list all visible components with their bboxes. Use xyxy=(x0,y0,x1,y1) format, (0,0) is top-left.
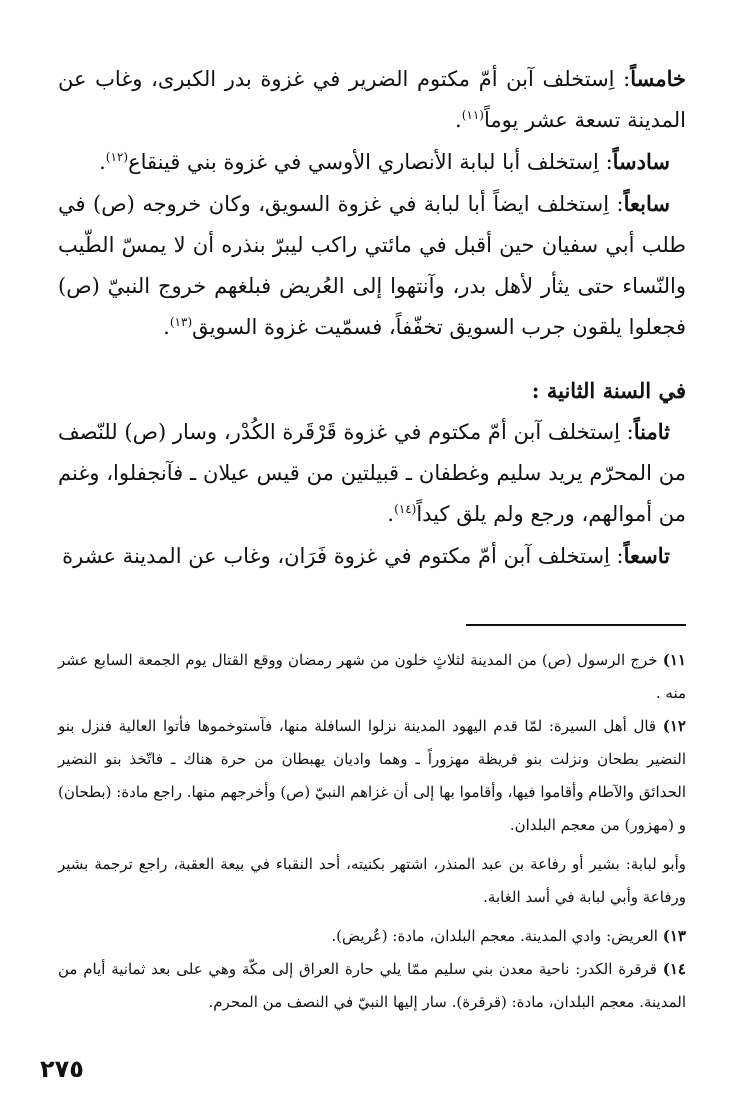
paragraph-fifth xyxy=(58,58,686,141)
section-heading: في السنة الثانية : xyxy=(531,378,686,403)
paragraph-body: : اِستخلف أبا لبابة الأنصاري الأوسي في غزوة بني قينقاع xyxy=(128,150,613,174)
footnote-text: وأبو لبابة: بشير أو رفاعة بن عبد المنذر، اشتهر بكنيته، أحد النقباء في بيعة العقبة، راجع ترجمة بشير ورفاعة وأبي لبابة في أسد الغابة. xyxy=(58,855,686,906)
footnote-text: العريض: وادي المدينة. معجم البلدان، مادة: (عُريض). xyxy=(331,927,658,945)
footnote-number: ١٣) xyxy=(662,927,686,945)
footnote-12 xyxy=(58,710,686,842)
footnote-text: قال أهل السيرة: لمّا قدم اليهود المدينة نزلوا السافلة منها، فآستوخموها فأتوا العالية فنزل بنو النضير بطحان ونزلت بنو قريظة مهزوراً ـ وهما واديان يهبطان من حرة هناك ـ فاتّخذ بنو النضير الحدائق والآطام وأقاموا فيها، وأقاموا بها إلى أن غزاهم النبيّ (ص) وأخرجهم منها. راجع مادة: (بطحان) و (مهزور) من معجم البلدان. xyxy=(58,717,686,834)
paragraph-sixth xyxy=(58,141,686,183)
footnote-ref[interactable]: (١١) xyxy=(461,108,484,122)
footnote-12-continued xyxy=(58,848,686,914)
paragraph-lead: تاسعاً xyxy=(623,543,670,568)
footnote-number: ١٤) xyxy=(662,960,686,978)
paragraph-seventh xyxy=(58,183,686,348)
footnote-divider xyxy=(466,624,686,626)
footnote-number: ١١) xyxy=(662,651,686,669)
paragraph-tail: . xyxy=(99,150,106,174)
paragraph-body: : اِستخلف آبن أمّ مكتوم في غزوة قَرْقَرة الكُدْر، وسار (ص) للنّصف من المحرّم يريد سليم وغطفان ـ قبيلتين من قيس عيلان ـ فآنجفلوا، وغنم من أموالهم، ورجع ولم يلق كيداً xyxy=(58,420,686,526)
paragraph-tail: . xyxy=(387,502,395,526)
page-body xyxy=(58,58,686,577)
paragraph-body: : اِستخلف آبن أمّ مكتوم في غزوة فَرَان، وغاب عن المدينة عشرة xyxy=(62,544,624,568)
footnote-ref[interactable]: (١٢) xyxy=(105,150,129,164)
footnote-13 xyxy=(58,920,686,953)
footnote-text: خرج الرسول (ص) من المدينة لثلاثٍ خلون من شهر رمضان ووقع القتال يوم الجمعة السابع عشر منه . xyxy=(58,651,686,702)
footnote-number: ١٢) xyxy=(662,717,686,735)
paragraph-tail: . xyxy=(455,108,462,132)
footnote-14 xyxy=(58,953,686,1019)
paragraph-lead: ثامناً xyxy=(633,419,670,444)
footnote-text: قرقرة الكدر: ناحية معدن بني سليم ممّا يلي حارة العراق إلى مكّة وهي على بعد ثمانية أيام من المدينة. معجم البلدان، مادة: (قرقرة). سار إليها النبيّ في النصف من المحرم. xyxy=(58,960,686,1011)
main-text xyxy=(58,58,686,577)
paragraph-ninth xyxy=(58,535,686,577)
paragraph-lead: سادساً xyxy=(612,149,670,174)
paragraph-lead: سابعاً xyxy=(623,191,670,216)
paragraph-eighth xyxy=(58,411,686,535)
footnotes xyxy=(58,644,686,1019)
paragraph-body: : اِستخلف آبن أمّ مكتوم الضرير في غزوة بدر الكبرى، وغاب عن المدينة تسعة عشر يوماً xyxy=(58,67,686,132)
footnote-ref[interactable]: (١٤) xyxy=(394,502,417,516)
paragraph-body: : اِستخلف ايضاً أبا لبابة في غزوة السويق، وكان خروجه (ص) في طلب أبي سفيان حين أقبل في مائتي راكب ليبرّ بنذره أن لا يمسّ الطّيب والنّساء حتى يثأر لأهل بدر، وآنتهوا إلى العُريض فبلغهم خروج النبيّ (ص) فجعلوا يلقون جرب السويق تخفّفاً، فسمّيت غزوة السويق xyxy=(58,192,686,339)
paragraph-lead: خامساً xyxy=(630,66,686,91)
footnote-11 xyxy=(58,644,686,710)
footnote-ref[interactable]: (١٣) xyxy=(169,315,193,329)
page-number: ٢٧٥ xyxy=(40,1055,84,1083)
paragraph-tail: . xyxy=(163,315,170,339)
